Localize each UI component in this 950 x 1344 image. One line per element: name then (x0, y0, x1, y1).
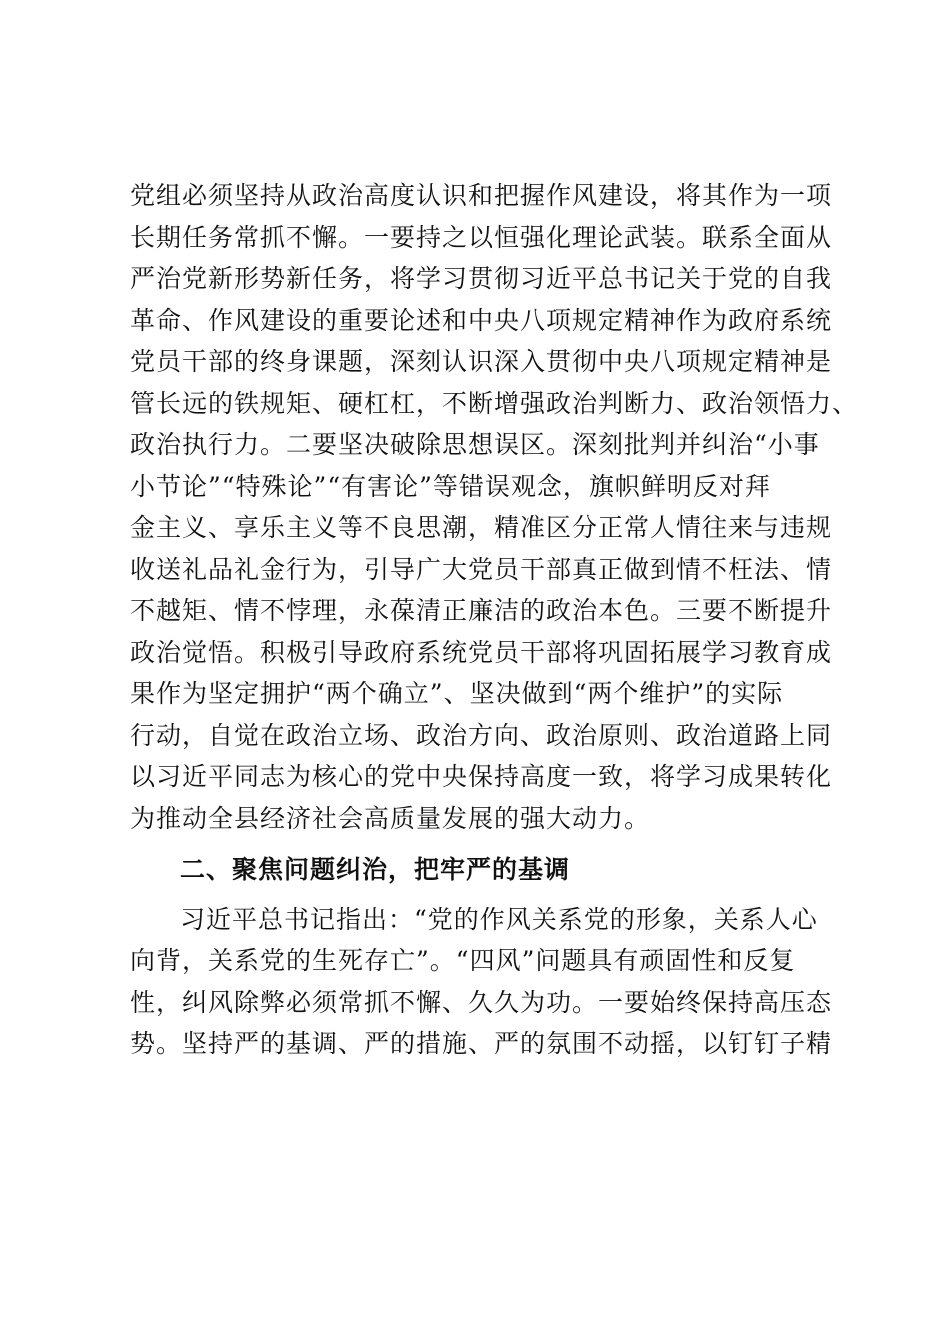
section-heading: 二、聚焦问题纠治，把牢严的基调 (180, 855, 571, 884)
text-line: 党员干部的终身课题，深刻认识深入贯彻中央八项规定精神是 (130, 347, 833, 376)
text-line: 革命、作风建设的重要论述和中央八项规定精神作为政府系统 (130, 305, 833, 335)
text-line: 收送礼品礼金行为，引导广大党员干部真正做到情不枉法、情 (130, 554, 833, 584)
text-line: 长期任务常抓不懈。一要持之以恒强化理论武装。联系全面从 (130, 222, 833, 252)
text-line: 金主义、享乐主义等不良思潮，精准区分正常人情往来与违规 (130, 513, 833, 542)
text-line: 严治党新形势新任务，将学习贯彻习近平总书记关于党的自我 (130, 264, 833, 293)
text-line: 势。坚持严的基调、严的措施、严的氛围不动摇，以钉钉子精 (130, 1029, 833, 1058)
text-line: 以习近平同志为核心的党中央保持高度一致，将学习成果转化 (130, 762, 833, 791)
text-line: 为推动全县经济社会高质量发展的强大动力。 (130, 803, 651, 833)
text-line: 果作为坚定拥护“两个确立”、坚决做到“两个维护”的实际 (130, 679, 784, 708)
text-line: 党组必须坚持从政治高度认识和把握作风建设，将其作为一项 (130, 181, 833, 210)
text-line: 行动，自觉在政治立场、政治方向、政治原则、政治道路上同 (130, 720, 833, 750)
text-line: 向背，关系党的生死存亡”。“四风”问题具有顽固性和反复 (130, 946, 796, 975)
text-line: 不越矩、情不悖理，永葆清正廉洁的政治本色。三要不断提升 (130, 596, 833, 625)
text-line: 政治觉悟。积极引导政府系统党员干部将巩固拓展学习教育成 (130, 637, 833, 667)
text-line: 性，纠风除弊必须常抓不懈、久久为功。一要始终保持高压态 (130, 987, 833, 1017)
text-line: 管长远的铁规矩、硬杠杠，不断增强政治判断力、政治领悟力、 (130, 388, 859, 418)
paragraph-problem-rectification (130, 899, 833, 1065)
text-line: 习近平总书记指出：“党的作风关系党的形象，关系人心 (180, 904, 818, 934)
text-line: 小节论”“特殊论”“有害论”等错误观念，旗帜鲜明反对拜 (130, 471, 771, 501)
document-body (130, 175, 859, 1065)
text-line: 政治执行力。二要坚决破除思想误区。深刻批判并纠治“小事 (130, 430, 820, 459)
paragraph-theory-armament (130, 175, 859, 839)
